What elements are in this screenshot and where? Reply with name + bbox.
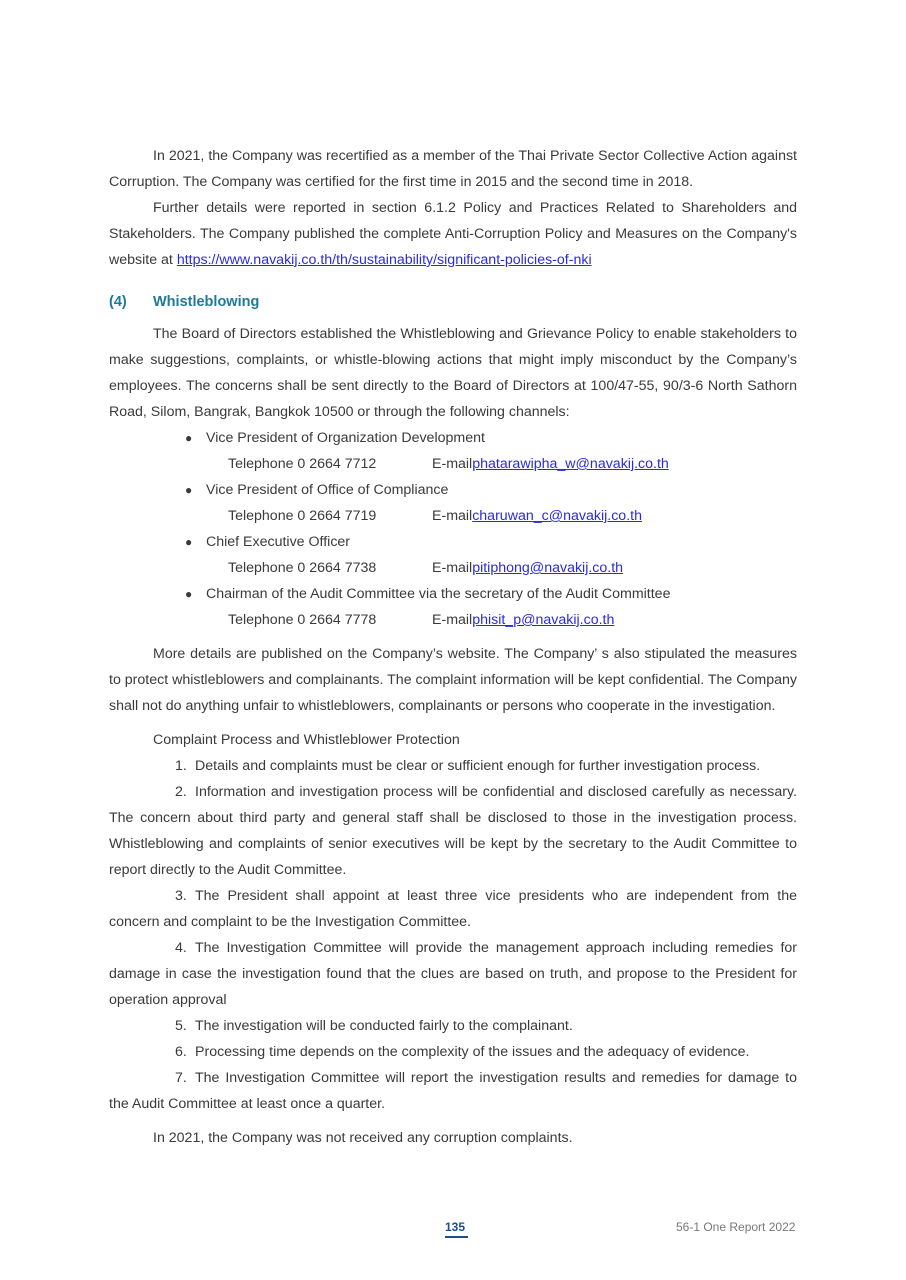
channel-telephone: Telephone 0 2664 7738 (228, 560, 377, 576)
bullet-icon: ● (185, 587, 193, 601)
section-title: Whistleblowing (153, 294, 260, 310)
channel-item (109, 425, 797, 477)
channel-email-label: E-mail (432, 456, 473, 472)
process-title: Complaint Process and Whistleblower Protection (153, 732, 460, 748)
intro-paragraph-1: In 2021, the Company was recertified as a member of the Thai Private Sector Collective Action against Corruption. The Company was certified for the first time in 2015 and the second time in 2018. (109, 148, 797, 190)
bullet-icon: ● (185, 483, 193, 497)
channel-telephone: Telephone 0 2664 7719 (228, 508, 377, 524)
process-item-text: Information and investigation process will be confidential and disclosed carefully as necessary. The concern about third party and general staff shall be disclosed to those in the investigation process. Whistleblowing and complaints of senior executives will be kept by the secretary to the Audit Committee to report directly to the Audit Committee. (109, 784, 797, 878)
channel-email-label: E-mail (432, 560, 473, 576)
process-item-text: Details and complaints must be clear or sufficient enough for further investigation process. (195, 758, 761, 774)
page-number-underline (445, 1236, 468, 1238)
process-item (109, 935, 797, 1013)
report-title: 56-1 One Report 2022 (676, 1220, 796, 1234)
process-item-text: The Investigation Committee will provide the management approach including remedies for damage in case the investigation found that the clues are based on truth, and propose to the President for operation approval (109, 940, 797, 1008)
channel-item (109, 529, 797, 581)
channel-item (109, 477, 797, 529)
process-item-number: 6. (175, 1044, 187, 1060)
intro-paragraph-2-text: Further details were reported in section 6.1.2 Policy and Practices Related to Shareholders and Stakeholders. The Company published the complete Anti-Corruption Policy and Measures on the Company's website at (109, 200, 797, 268)
channel-role: Chief Executive Officer (206, 534, 351, 550)
policy-link[interactable]: https://www.navakij.co.th/th/sustainability/significant-policies-of-nki (176, 252, 592, 268)
process-item-text: The investigation will be conducted fairly to the complainant. (195, 1018, 573, 1034)
channel-email-label: E-mail (432, 612, 473, 628)
process-item (109, 1013, 797, 1039)
process-item (109, 1039, 797, 1065)
closing-paragraph: In 2021, the Company was not received any corruption complaints. (153, 1130, 573, 1146)
channel-email-link[interactable]: phisit_p@navakij.co.th (472, 612, 615, 628)
process-item-number: 7. (175, 1070, 187, 1086)
channel-role: Vice President of Office of Compliance (206, 482, 449, 498)
process-item (109, 779, 797, 883)
process-item-text: Processing time depends on the complexity of the issues and the adequacy of evidence. (195, 1044, 750, 1060)
page-number: 135 (445, 1220, 466, 1234)
section-number: (4) (109, 294, 127, 310)
channel-telephone: Telephone 0 2664 7778 (228, 612, 377, 628)
channel-role: Vice President of Organization Development (206, 430, 485, 446)
process-item-number: 5. (175, 1018, 187, 1034)
process-list (109, 753, 797, 1117)
process-item-text: The Investigation Committee will report the investigation results and remedies for damage to the Audit Committee at least once a quarter. (109, 1070, 797, 1112)
process-item-number: 3. (175, 888, 187, 904)
channel-email-label: E-mail (432, 508, 473, 524)
page-content (109, 143, 797, 1151)
process-item-number: 4. (175, 940, 187, 956)
channel-item (109, 581, 797, 633)
channel-email-link[interactable]: pitiphong@navakij.co.th (472, 560, 624, 576)
process-item-number: 1. (175, 758, 187, 774)
channel-role: Chairman of the Audit Committee via the secretary of the Audit Committee (206, 586, 671, 602)
channel-email-link[interactable]: phatarawipha_w@navakij.co.th (472, 456, 669, 472)
intro-paragraph-2 (109, 195, 797, 273)
process-item (109, 883, 797, 935)
more-details-paragraph: More details are published on the Company’s website. The Company’ s also stipulated the measures to protect whistleblowers and complainants. The complaint information will be kept confidential. The Company shall not do anything unfair to whistleblowers, complainants or persons who cooperate in the investigation. (109, 646, 797, 714)
bullet-icon: ● (185, 431, 193, 445)
process-item-number: 2. (175, 784, 187, 800)
process-item-text: The President shall appoint at least three vice presidents who are independent from the concern and complaint to be the Investigation Committee. (109, 888, 797, 930)
channel-telephone: Telephone 0 2664 7712 (228, 456, 377, 472)
section-heading (109, 289, 797, 315)
process-item (109, 1065, 797, 1117)
channel-email-link[interactable]: charuwan_c@navakij.co.th (472, 508, 642, 524)
channel-list (109, 425, 797, 633)
process-item (109, 753, 797, 779)
bullet-icon: ● (185, 535, 193, 549)
board-paragraph: The Board of Directors established the Whistleblowing and Grievance Policy to enable stakeholders to make suggestions, complaints, or whistle-blowing actions that might imply misconduct by the Company’s employees. The concerns shall be sent directly to the Board of Directors at 100/47-55, 90/3-6 North Sathorn Road, Silom, Bangrak, Bangkok 10500 or through the following channels: (109, 326, 797, 420)
